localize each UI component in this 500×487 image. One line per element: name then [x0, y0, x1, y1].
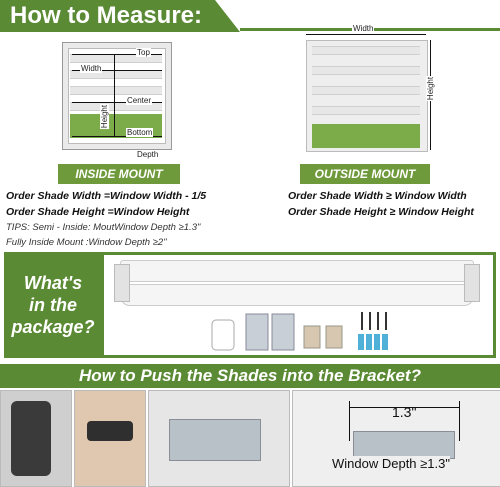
outside-height-rule: Order Shade Height ≥ Window Height	[288, 206, 474, 218]
package-question	[8, 272, 98, 338]
accessories	[200, 308, 400, 356]
top-label: Top	[137, 48, 150, 57]
inside-height-rule: Order Shade Height =Window Height	[6, 206, 190, 218]
window-depth-label: Window Depth ≥1.3"	[332, 456, 450, 471]
end-cap-1	[304, 326, 320, 348]
package-line-3: package?	[11, 317, 95, 337]
outside-mount-label: OUTSIDE MOUNT	[300, 164, 430, 184]
outside-height-label: Height	[426, 76, 436, 101]
photo-hand-install	[74, 390, 146, 487]
shade-roller	[120, 258, 472, 308]
inside-width-rule: Order Shade Width =Window Width - 1/5	[6, 190, 207, 202]
photo-bracket	[148, 390, 290, 487]
cord-clip	[212, 320, 234, 350]
tip-semi-inside: TIPS: Semi - Inside: MoutWindow Depth ≥1.3"	[6, 222, 201, 233]
bracket-title: How to Push the Shades into the Bracket?	[79, 366, 421, 385]
tip-fully-inside: Fully Inside Mount :Window Depth ≥2"	[6, 237, 167, 248]
package-line-2: in the	[29, 295, 77, 315]
bottom-label: Bottom	[127, 128, 153, 137]
page-title: How to Measure:	[10, 2, 203, 29]
photo-drill	[0, 390, 72, 487]
end-cap-2	[326, 326, 342, 348]
center-label: Center	[127, 96, 152, 105]
wall-anchors	[358, 334, 388, 350]
dimension-label: 1.3"	[392, 404, 417, 420]
inside-mount-label: INSIDE MOUNT	[58, 164, 180, 184]
inside-mount-diagram	[62, 42, 172, 150]
package-line-1: What's	[23, 273, 83, 293]
width-label: Width	[81, 64, 102, 73]
outside-mount-diagram	[300, 24, 440, 154]
bracket-2	[272, 314, 294, 350]
outside-width-rule: Order Shade Width ≥ Window Width	[288, 190, 467, 202]
height-label: Height	[100, 104, 110, 129]
depth-label: Depth	[137, 150, 159, 159]
outside-width-label: Width	[353, 24, 374, 33]
screws	[362, 312, 386, 330]
bracket-1	[246, 314, 268, 350]
